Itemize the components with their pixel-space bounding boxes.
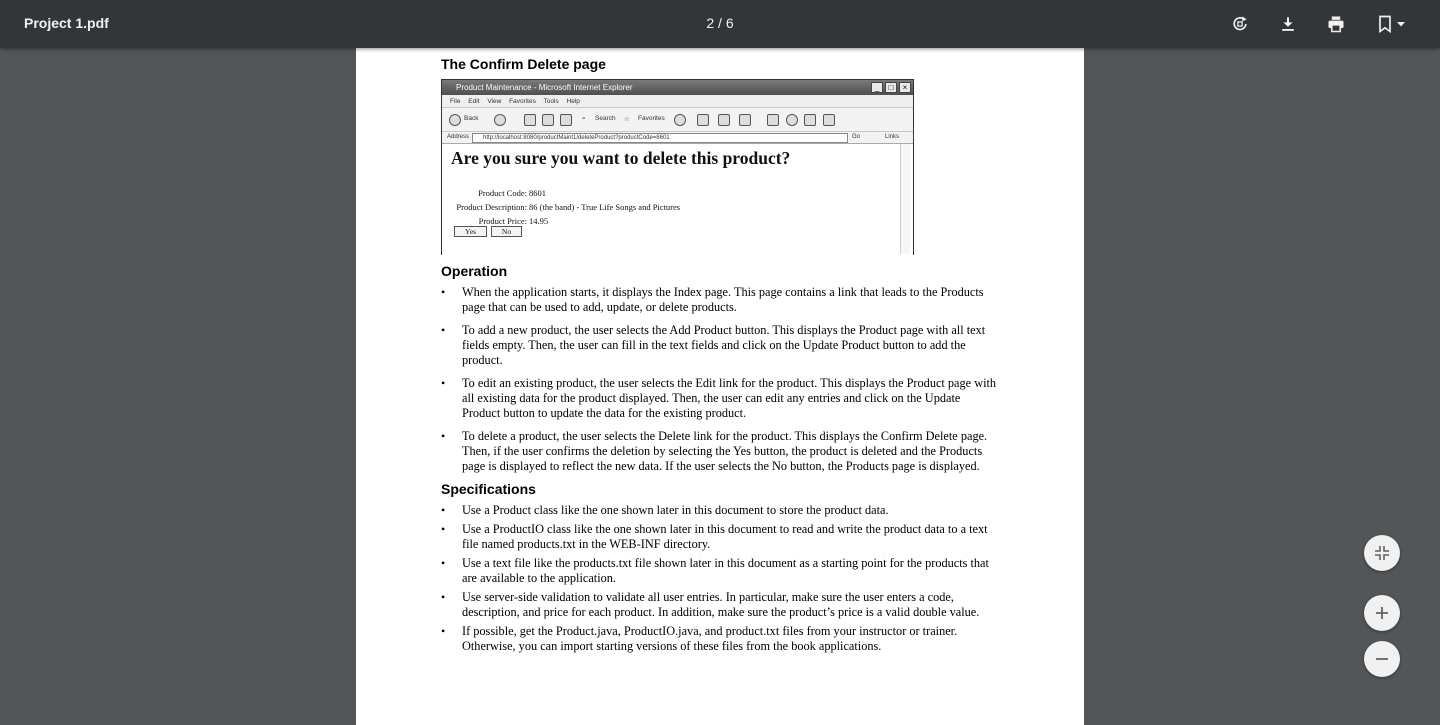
ie-menu-edit: Edit — [468, 98, 480, 105]
ie-price-label: Product Price: — [478, 216, 527, 226]
forward-arrow-icon — [494, 114, 506, 126]
zoom-out-button[interactable] — [1364, 641, 1400, 677]
specifications-list — [441, 503, 1001, 654]
ie-links-label: Links — [885, 134, 900, 140]
home-icon — [560, 114, 572, 126]
back-arrow-icon — [449, 114, 461, 126]
edit-icon — [739, 114, 751, 126]
download-icon — [1278, 14, 1298, 34]
ie-favorites-label: Favorites — [638, 115, 665, 122]
ie-scrollbar — [900, 144, 910, 254]
discuss-icon — [767, 114, 779, 126]
ie-menu-bar — [442, 95, 913, 108]
history-icon — [674, 114, 686, 126]
print-button[interactable] — [1320, 8, 1352, 40]
ie-menu-tools: Tools — [543, 98, 559, 105]
operation-item: • To edit an existing product, the user selects the Edit link for the product. This displays the Product page with all existing data for the product displayed. Then, the user can edit any entries and click on the Update Product button to update the data for the existing product. — [441, 376, 1001, 421]
refresh-icon — [542, 114, 554, 126]
ie-screenshot-figure — [441, 79, 914, 255]
ie-description-value: 86 (the band) - True Life Songs and Pictures — [529, 202, 681, 212]
mail-icon — [697, 114, 709, 126]
ie-menu-favorites: Favorites — [509, 98, 536, 105]
page-indicator: 2 / 6 — [706, 15, 734, 31]
ie-menu-file: File — [450, 98, 461, 105]
messenger-icon — [786, 114, 798, 126]
ie-yes-button: Yes — [454, 226, 487, 237]
print-small-icon — [718, 114, 730, 126]
ie-no-button: No — [491, 226, 522, 237]
page-content — [441, 56, 1001, 658]
star-icon: ☆ — [624, 116, 630, 123]
stop-icon — [524, 114, 536, 126]
specification-item: • Use a ProductIO class like the one shown later in this document to read and write the product data to a text file named products.txt in the WEB-INF directory. — [441, 522, 1001, 552]
ie-back-label: Back — [464, 115, 479, 122]
fit-page-button[interactable] — [1364, 535, 1400, 571]
specification-item: • If possible, get the Product.java, ProductIO.java, and product.txt files from your instructor or trainer. Otherwise, you can import starting versions of these files from the book applications. — [441, 624, 1001, 654]
magnifier-icon: ⌕ — [582, 115, 586, 122]
plus-icon — [1375, 606, 1389, 620]
minimize-icon: _ — [871, 82, 883, 93]
operation-heading: Operation — [441, 263, 508, 279]
download-button[interactable] — [1272, 8, 1304, 40]
ie-go-label: Go — [852, 134, 861, 140]
close-icon: × — [899, 82, 911, 93]
ie-code-label: Product Code: — [478, 188, 527, 198]
fit-to-page-icon — [1374, 545, 1390, 561]
ie-address-label: Address — [447, 134, 470, 140]
file-name: Project 1.pdf — [24, 15, 109, 31]
ie-question: Are you sure you want to delete this product? — [451, 148, 791, 168]
minus-icon — [1375, 652, 1389, 666]
ie-price-value: 14.95 — [529, 216, 549, 226]
operation-item: • When the application starts, it displays the Index page. This page contains a link that leads to the Products page that can be used to add, update, or delete products. — [441, 285, 1001, 315]
ie-window-title: Product Maintenance - Microsoft Internet Explorer — [456, 83, 633, 92]
specifications-heading: Specifications — [441, 481, 536, 497]
rotate-button[interactable] — [1224, 8, 1256, 40]
specification-item: • Use a Product class like the one shown later in this document to store the product data. — [441, 503, 1001, 518]
confirm-delete-heading: The Confirm Delete page — [441, 56, 606, 72]
specification-item: • Use a text file like the products.txt file shown later in this document as a starting point for the products that are available to the application. — [441, 556, 1001, 586]
research-icon — [804, 114, 816, 126]
maximize-icon: □ — [885, 82, 897, 93]
pdf-page — [356, 48, 1084, 725]
ie-address-bar — [442, 132, 913, 144]
ie-menu-view: View — [487, 98, 502, 105]
operation-item: • To add a new product, the user selects the Add Product button. This displays the Product page with all text fields empty. Then, the user can fill in the text fields and click on the Update Product button to add the product. — [441, 323, 1001, 368]
tools-icon — [823, 114, 835, 126]
ie-url: http://localhost:8080/productMaint1/deleteProduct?productCode=8601 — [472, 133, 848, 143]
rotate-icon — [1230, 14, 1250, 34]
print-icon — [1326, 14, 1346, 34]
ie-code-value: 8601 — [529, 188, 546, 198]
operation-item: • To delete a product, the user selects the Delete link for the product. This displays the Confirm Delete page. Then, if the user confirms the deletion by selecting the Yes button, the product is deleted and the Products page is displayed to reflect the new data. If the user selects the No button, the Products page is displayed. — [441, 429, 1001, 474]
ie-title-bar — [442, 80, 913, 95]
ie-page-body — [442, 144, 913, 254]
ie-description-label: Product Description: — [456, 202, 527, 212]
ie-search-label: Search — [595, 115, 616, 122]
ie-menu-help: Help — [566, 98, 580, 105]
caret-down-icon — [1395, 18, 1407, 30]
zoom-in-button[interactable] — [1364, 595, 1400, 631]
ie-toolbar — [442, 108, 913, 132]
bookmark-menu-button[interactable] — [1368, 8, 1414, 40]
specification-item: • Use server-side validation to validate all user entries. In particular, make sure the user enters a code, description, and price for each product. In addition, make sure the product’s price is a valid double value. — [441, 590, 1001, 620]
operation-list — [441, 285, 1001, 474]
pdf-toolbar — [0, 0, 1440, 48]
bookmark-icon — [1375, 14, 1395, 34]
